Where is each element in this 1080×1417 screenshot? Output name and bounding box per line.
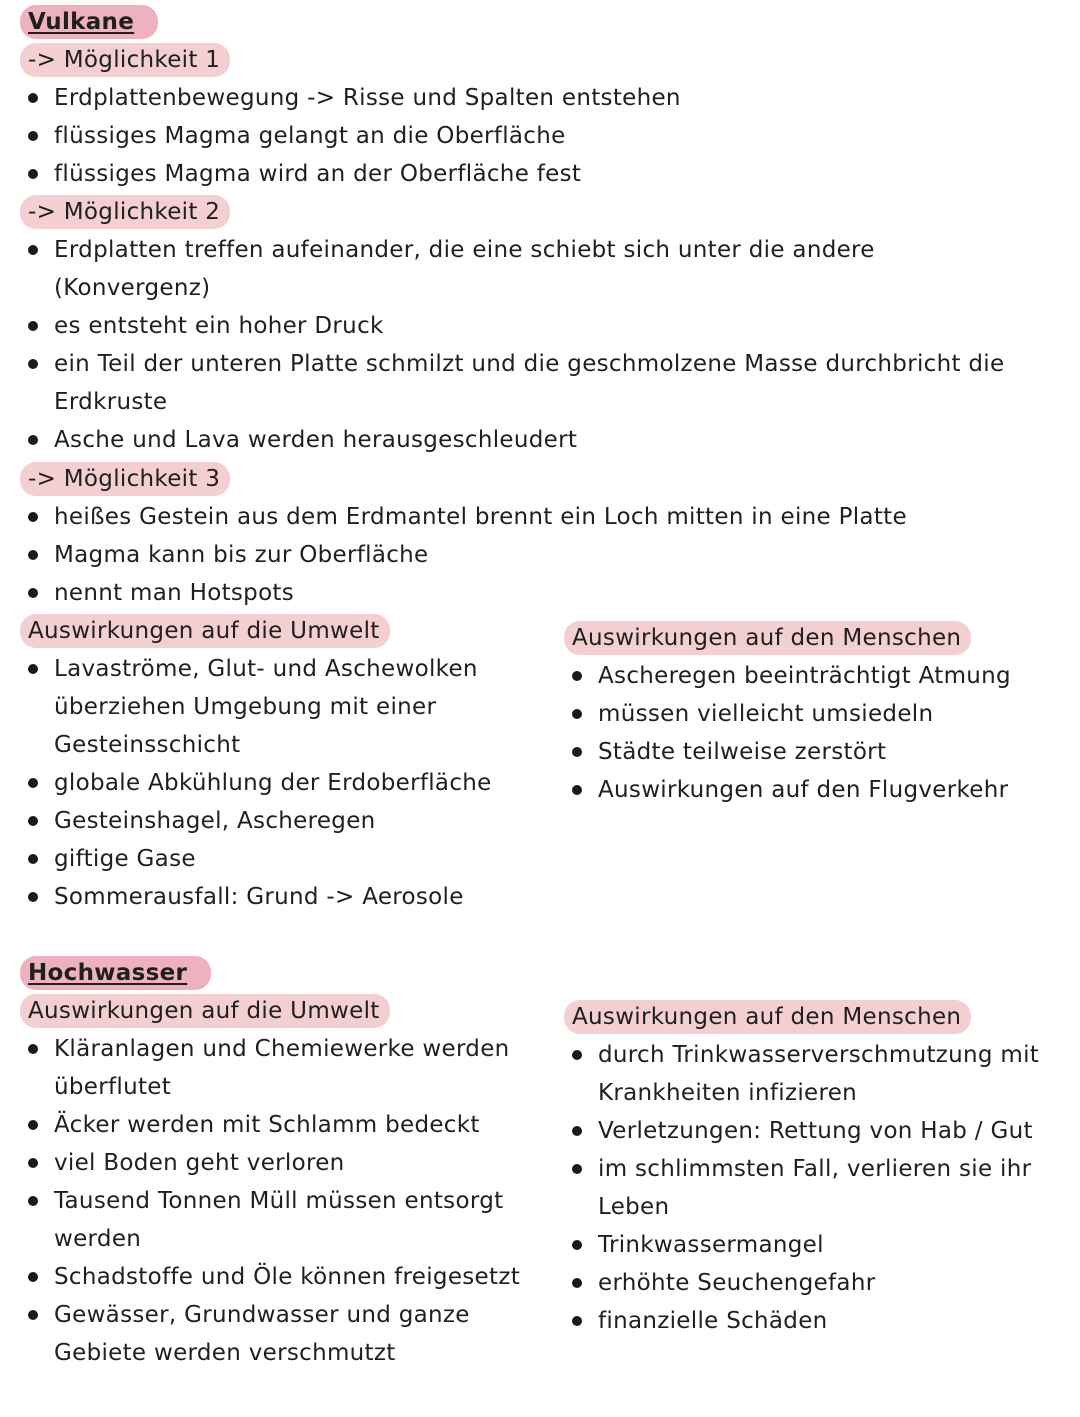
list-moeglichkeit-1 <box>22 79 1062 193</box>
heading-vulkane-menschen: Auswirkungen auf den Menschen <box>564 621 971 655</box>
list-item: Auswirkungen auf den Flugverkehr <box>566 771 1066 809</box>
list-item: Erdplatten treffen aufeinander, die eine schiebt sich unter die andere (Konvergenz) <box>22 231 902 307</box>
section-title-vulkane: Vulkane <box>20 5 158 39</box>
list-item: Schadstoffe und Öle können freigesetzt <box>22 1258 522 1296</box>
heading-hochwasser-umwelt: Auswirkungen auf die Umwelt <box>20 994 390 1028</box>
list-item: Städte teilweise zerstört <box>566 733 1066 771</box>
list-item: Gewässer, Grundwasser und ganze Gebiete werden verschmutzt <box>22 1296 522 1372</box>
list-moeglichkeit-2-cont <box>22 307 1062 459</box>
list-item: Tausend Tonnen Müll müssen entsorgt werden <box>22 1182 522 1258</box>
list-moeglichkeit-3 <box>22 498 1062 612</box>
list-item: müssen vielleicht umsiedeln <box>566 695 1066 733</box>
list-item: heißes Gestein aus dem Erdmantel brennt ein Loch mitten in eine Platte <box>22 498 1062 536</box>
list-item: giftige Gase <box>22 840 522 878</box>
list-item: Verletzungen: Rettung von Hab / Gut <box>566 1112 1066 1150</box>
heading-hochwasser-menschen: Auswirkungen auf den Menschen <box>564 1000 971 1034</box>
heading-vulkane-umwelt: Auswirkungen auf die Umwelt <box>20 614 390 648</box>
list-item: es entsteht ein hoher Druck <box>22 307 1062 345</box>
list-item: viel Boden geht verloren <box>22 1144 522 1182</box>
list-item: durch Trinkwasserverschmutzung mit Krankheiten infizieren <box>566 1036 1066 1112</box>
list-moeglichkeit-2 <box>22 231 902 307</box>
list-item: Ascheregen beeinträchtigt Atmung <box>566 657 1066 695</box>
list-item: finanzielle Schäden <box>566 1302 1066 1340</box>
list-item: Gesteinshagel, Ascheregen <box>22 802 522 840</box>
list-item: Kläranlagen und Chemiewerke werden überflutet <box>22 1030 522 1106</box>
list-vulkane-umwelt <box>22 650 522 916</box>
list-item: globale Abkühlung der Erdoberfläche <box>22 764 522 802</box>
list-item: flüssiges Magma wird an der Oberfläche fest <box>22 155 1062 193</box>
list-item: flüssiges Magma gelangt an die Oberfläche <box>22 117 1062 155</box>
list-hochwasser-umwelt <box>22 1030 522 1372</box>
list-item: Magma kann bis zur Oberfläche <box>22 536 1062 574</box>
section-title-hochwasser: Hochwasser <box>20 956 211 990</box>
list-item: nennt man Hotspots <box>22 574 1062 612</box>
heading-moeglichkeit-2: -> Möglichkeit 2 <box>20 195 230 229</box>
list-hochwasser-menschen <box>566 1036 1066 1340</box>
list-item: Erdplattenbewegung -> Risse und Spalten entstehen <box>22 79 1062 117</box>
heading-moeglichkeit-1: -> Möglichkeit 1 <box>20 43 230 77</box>
list-item: Lavaströme, Glut- und Aschewolken überziehen Umgebung mit einer Gesteinsschicht <box>22 650 522 764</box>
list-item: Asche und Lava werden herausgeschleudert <box>22 421 1062 459</box>
list-item: im schlimmsten Fall, verlieren sie ihr Leben <box>566 1150 1066 1226</box>
list-item: ein Teil der unteren Platte schmilzt und die geschmolzene Masse durchbricht die Erdkruste <box>22 345 1062 421</box>
list-item: erhöhte Seuchengefahr <box>566 1264 1066 1302</box>
list-vulkane-menschen <box>566 657 1066 809</box>
list-item: Äcker werden mit Schlamm bedeckt <box>22 1106 522 1144</box>
heading-moeglichkeit-3: -> Möglichkeit 3 <box>20 462 230 496</box>
list-item: Trinkwassermangel <box>566 1226 1066 1264</box>
list-item: Sommerausfall: Grund -> Aerosole <box>22 878 522 916</box>
